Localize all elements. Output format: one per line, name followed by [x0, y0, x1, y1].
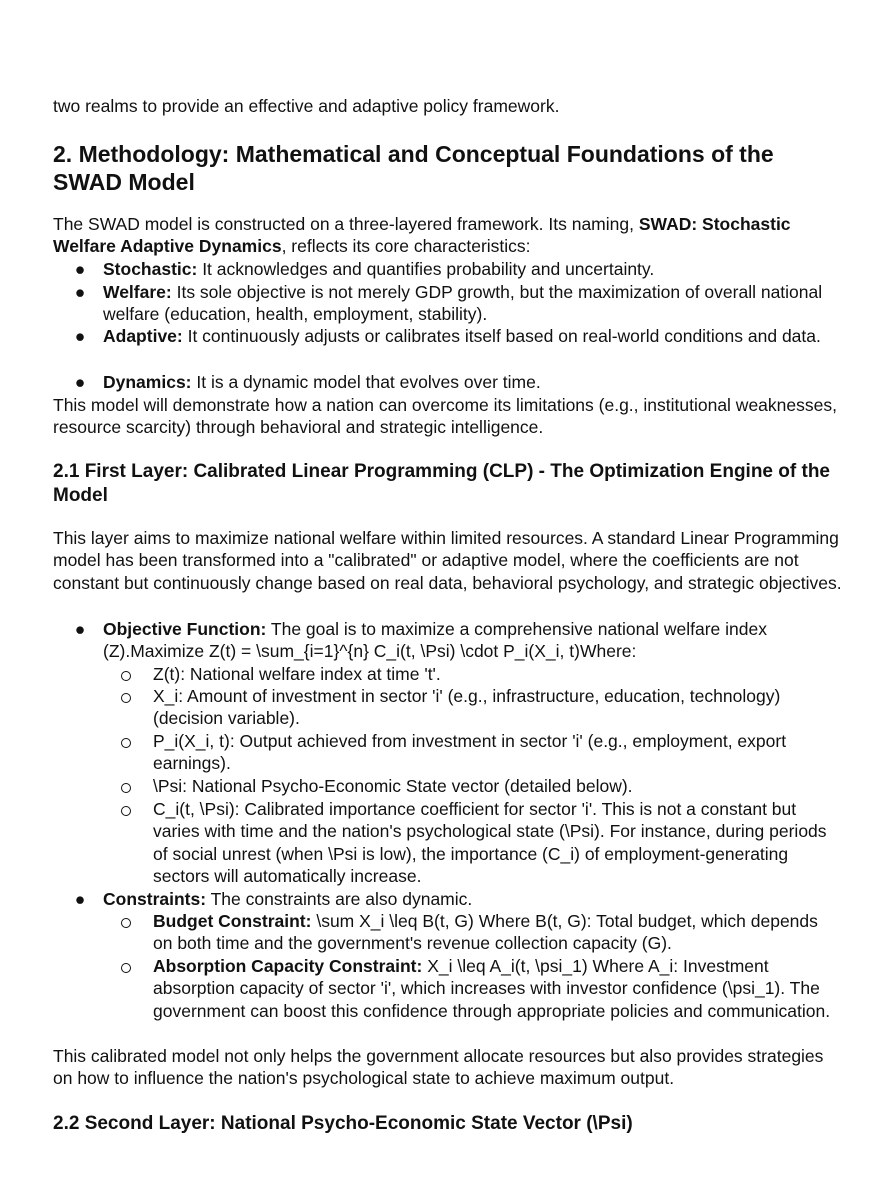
bullet-objective-function: [74, 618, 833, 663]
sub-bullet-text: C_i(t, \Psi): Calibrated importance coefficient for sector 'i'. This is not a constant but varies with time and the nation's psychological state (\Psi). For instance, during periods of social unrest (when \Psi is low), the importance (C_i) of employment-generating sectors will automatically increase.: [153, 799, 827, 887]
circle-bullet-icon: [121, 738, 131, 748]
section-2-intro: [53, 213, 843, 258]
intro-tail-text: two realms to provide an effective and adaptive policy framework.: [53, 96, 560, 116]
sub-bullet-p: [153, 730, 833, 775]
bullet-term: Welfare:: [103, 282, 172, 302]
sub-bullet-budget-constraint: [153, 910, 833, 955]
bullet-icon: ●: [74, 259, 86, 279]
bullet-text: The constraints are also dynamic.: [206, 889, 473, 909]
sub-bullet-z: [153, 663, 833, 685]
sub-bullet-term: Budget Constraint:: [153, 911, 312, 931]
bullet-adaptive: [74, 325, 833, 347]
section-2-2-heading: 2.2 Second Layer: National Psycho-Economic State Vector (\Psi): [53, 1113, 633, 1134]
bullet-icon: ●: [74, 619, 86, 639]
bullet-constraints: [74, 888, 833, 910]
sub-bullet-absorption-constraint: [153, 955, 833, 1022]
bullet-term: Constraints:: [103, 889, 207, 909]
circle-bullet-icon: [121, 918, 131, 928]
sub-bullet-text: \sum X_i \leq B(t, G) Where B(t, G): Total budget, which depends on both time and the government's revenue collection capacity (G).: [153, 911, 818, 954]
section-2-intro-a: The SWAD model is constructed on a three-layered framework. Its naming,: [53, 214, 639, 234]
circle-bullet-icon: [121, 783, 131, 793]
sub-bullet-psi: [153, 775, 833, 797]
bullet-term: Objective Function:: [103, 619, 267, 639]
sub-bullet-term: Absorption Capacity Constraint:: [153, 956, 423, 976]
bullet-text: It acknowledges and quantifies probability and uncertainty.: [197, 259, 655, 279]
sub-bullet-text: P_i(X_i, t): Output achieved from investment in sector 'i' (e.g., employment, export earnings).: [153, 731, 787, 774]
bullet-text: Its sole objective is not merely GDP growth, but the maximization of overall national welfare (education, health, employment, stability).: [103, 282, 823, 325]
sub-bullet-text: Z(t): National welfare index at time 't'.: [153, 664, 441, 684]
section-2-1-intro: This layer aims to maximize national welfare within limited resources. A standard Linear Programming model has been transformed into a "calibrated" or adaptive model, where the coefficients are not constant but continuously change based on real data, behavioral psychology, and strategic objectives.: [53, 528, 842, 593]
bullet-welfare: [74, 281, 833, 326]
section-2-1-closing: This calibrated model not only helps the government allocate resources but also provides strategies on how to influence the nation's psychological state to achieve maximum output.: [53, 1046, 824, 1089]
section-2-1-heading: 2.1 First Layer: Calibrated Linear Programming (CLP) - The Optimization Engine of the Model: [53, 461, 830, 506]
circle-bullet-icon: [121, 963, 131, 973]
section-2-intro-b: , reflects its core characteristics:: [281, 236, 531, 257]
circle-bullet-icon: [121, 671, 131, 681]
bullet-icon: ●: [74, 282, 86, 302]
sub-bullet-c: [153, 798, 833, 888]
circle-bullet-icon: [121, 693, 131, 703]
bullet-term: Adaptive:: [103, 326, 183, 346]
bullet-stochastic: [74, 258, 833, 280]
sub-bullet-text: X_i: Amount of investment in sector 'i' (e.g., infrastructure, education, technology) (decision variable).: [153, 686, 781, 729]
sub-bullet-x: [153, 685, 833, 730]
bullet-text: It continuously adjusts or calibrates itself based on real-world conditions and data.: [182, 326, 821, 346]
circle-bullet-icon: [121, 806, 131, 816]
bullet-term: Dynamics:: [103, 372, 192, 392]
swad-acronym-expansion: SWAD: Stochastic Welfare Adaptive Dynamics: [53, 214, 791, 257]
bullet-icon: ●: [74, 326, 86, 346]
bullet-dynamics: [74, 371, 833, 393]
bullet-text: It is a dynamic model that evolves over time.: [191, 372, 541, 392]
section-2-closing: This model will demonstrate how a nation can overcome its limitations (e.g., institutional weaknesses, resource scarcity) through behavioral and strategic intelligence.: [53, 395, 837, 438]
bullet-icon: ●: [74, 372, 86, 392]
bullet-icon: ●: [74, 889, 86, 909]
sub-bullet-text: X_i \leq A_i(t, \psi_1) Where A_i: Investment absorption capacity of sector 'i', which increases with investor confidence (\psi_1). The government can boost this confidence through appropriate policies and communication.: [153, 956, 831, 1021]
sub-bullet-text: \Psi: National Psycho-Economic State vector (detailed below).: [153, 776, 633, 796]
section-2-heading: 2. Methodology: Mathematical and Conceptual Foundations of the SWAD Model: [53, 141, 774, 195]
bullet-term: Stochastic:: [103, 259, 198, 279]
bullet-text: The goal is to maximize a comprehensive national welfare index (Z).Maximize Z(t) = \sum_{i=1}^{n} C_i(t, \Psi) \cdot P_i(X_i, t)Where:: [103, 619, 767, 662]
